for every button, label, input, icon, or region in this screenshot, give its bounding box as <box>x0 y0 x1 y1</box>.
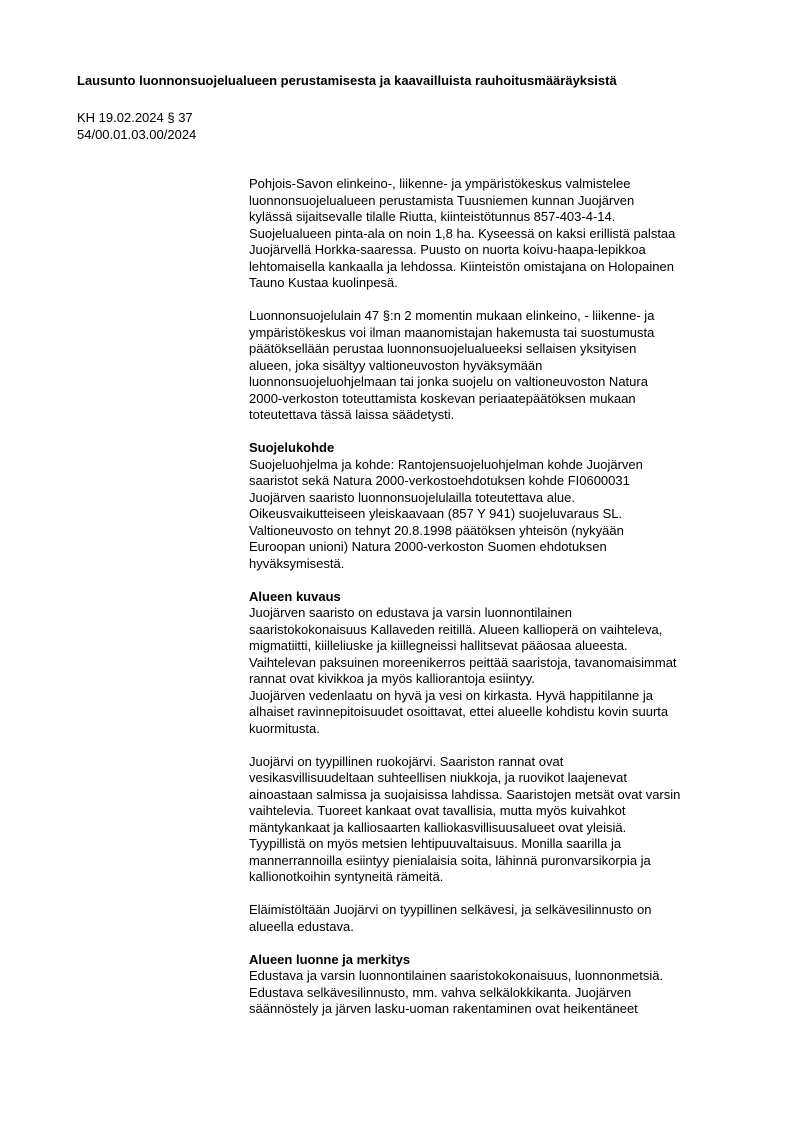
section-6 <box>249 952 749 1018</box>
paragraph-line: luonnonsuojeluohjelmaan tai jonka suojelu on valtioneuvoston Natura <box>249 374 648 389</box>
section-0 <box>249 176 749 292</box>
paragraph-line: migmatiitti, kiilleliuske ja kiillegneissi hallitsevat pääosaa alueesta. <box>249 638 628 653</box>
paragraph-line: alhaiset ravinnepitoisuudet osoittavat, ettei alueelle kohdistu kovin suurta <box>249 704 669 719</box>
paragraph-line: Luonnonsuojelulain 47 §:n 2 momentin mukaan elinkeino, - liikenne- ja <box>249 308 655 323</box>
paragraph-line: Valtioneuvosto on tehnyt 20.8.1998 päätöksen yhteisön (nykyään <box>249 522 624 538</box>
paragraph-line: vesikasvillisuudeltaan suhteellisen niukkoja, ja ruovikot laajenevat <box>249 770 627 785</box>
paragraph-line: hyväksymisestä. <box>249 555 345 571</box>
section-3 <box>249 589 749 738</box>
paragraph-line: Vaihtelevan paksuinen moreenikerros peittää saaristoja, tavanomaisimmat <box>249 654 677 670</box>
paragraph-line: luonnonsuojelualueen perustamista Tuusniemen kunnan Juojärven <box>249 192 635 208</box>
paragraph-line: Juojärvellä Horkka-saaressa. Puusto on nuorta koivu-haapa-lepikkoa <box>249 242 646 257</box>
paragraph-line: Euroopan unioni) Natura 2000-verkoston Suomen ehdotuksen <box>249 539 607 554</box>
paragraph-line: alueella edustava. <box>249 918 354 934</box>
paragraph-line: Juojärven saaristo on edustava ja varsin luonnontilainen <box>249 605 573 620</box>
paragraph-line: Pohjois-Savon elinkeino-, liikenne- ja ympäristökeskus valmistelee <box>249 176 631 191</box>
case-number: 54/00.01.03.00/2024 <box>77 126 197 142</box>
paragraph-line: Tyypillistä on myös metsien lehtipuuvaltaisuus. Monilla saarilla ja <box>249 836 622 851</box>
document-body <box>249 176 749 1034</box>
paragraph-line: kylässä sijaitsevalle tilalle Riutta, kiinteistötunnus 857-403-4-14. <box>249 209 616 224</box>
paragraph-line: rannat ovat kivikkoa ja myös kalliorantoja esiintyy. <box>249 671 535 686</box>
section-heading: Suojelukohde <box>249 440 335 455</box>
paragraph-line: ympäristökeskus voi ilman maanomistajan hakemusta tai suostumusta <box>249 324 655 340</box>
meeting-reference: KH 19.02.2024 § 37 <box>77 110 193 125</box>
paragraph-line: kallionotkoihin syntyneitä rämeitä. <box>249 869 444 884</box>
paragraph-line: alueen, joka sisältyy valtioneuvoston hyväksymään <box>249 357 543 373</box>
section-4 <box>249 754 749 886</box>
paragraph-line: kuormitusta. <box>249 720 320 736</box>
paragraph-line: saaristot sekä Natura 2000-verkostoehdotuksen kohde FI0600031 <box>249 473 630 488</box>
paragraph-line: Suojelualueen pinta-ala on noin 1,8 ha. Kyseessä on kaksi erillistä palstaa <box>249 225 676 241</box>
paragraph-line: Juojärven saaristo luonnonsuojelulailla toteutettava alue. <box>249 489 575 505</box>
section-2 <box>249 440 749 572</box>
paragraph-line: ainoastaan salmissa ja suojaisissa lahdissa. Saaristojen metsät ovat varsin <box>249 786 681 802</box>
paragraph-line: Juojärven vedenlaatu on hyvä ja vesi on kirkasta. Hyvä happitilanne ja <box>249 687 653 703</box>
section-1 <box>249 308 749 424</box>
paragraph-line: lehtomaisella kankaalla ja lehdossa. Kiinteistön omistajana on Holopainen <box>249 258 674 274</box>
paragraph-line: Juojärvi on tyypillinen ruokojärvi. Saariston rannat ovat <box>249 753 564 769</box>
paragraph-line: Edustava ja varsin luonnontilainen saaristokokonaisuus, luonnonmetsiä. <box>249 968 664 983</box>
paragraph-line: toteutettava tässä laissa säädetysti. <box>249 407 455 422</box>
paragraph-line: Tauno Kustaa kuolinpesä. <box>249 275 398 290</box>
paragraph-line: saaristokokonaisuus Kallaveden reitillä. Alueen kallioperä on vaihteleva, <box>249 621 663 637</box>
paragraph-line: Edustava selkävesilinnusto, mm. vahva selkälokkikanta. Juojärven <box>249 984 632 1000</box>
document-title: Lausunto luonnonsuojelualueen perustamisesta ja kaavailluista rauhoitusmääräyksistä <box>77 73 617 88</box>
paragraph-line: Oikeusvaikutteiseen yleiskaavaan (857 Y 941) suojeluvaraus SL. <box>249 506 623 521</box>
section-heading: Alueen kuvaus <box>249 588 341 604</box>
paragraph-line: mäntykankaat ja kalliosaarten kalliokasvillisuusalueet ovat yleisiä. <box>249 819 627 835</box>
paragraph-line: päätöksellään perustaa luonnonsuojelualueeksi sellaisen yksityisen <box>249 341 637 356</box>
paragraph-line: vaihtelevia. Tuoreet kankaat ovat tavallisia, mutta myös kuivahkot <box>249 803 626 818</box>
paragraph-line: Suojeluohjelma ja kohde: Rantojensuojeluohjelman kohde Juojärven <box>249 456 643 472</box>
section-heading: Alueen luonne ja merkitys <box>249 951 411 967</box>
section-5 <box>249 902 749 935</box>
document-meta <box>77 110 196 143</box>
paragraph-line: mannerrannoilla esiintyy pienialaisia soita, lähinnä puronvarsikorpia ja <box>249 852 651 868</box>
paragraph-line: 2000-verkoston toteuttamista koskevan periaatepäätöksen mukaan <box>249 390 636 406</box>
paragraph-line: säännöstely ja järven lasku-uoman rakentaminen ovat heikentäneet <box>249 1001 638 1016</box>
paragraph-line: Eläimistöltään Juojärvi on tyypillinen selkävesi, ja selkävesilinnusto on <box>249 902 652 917</box>
